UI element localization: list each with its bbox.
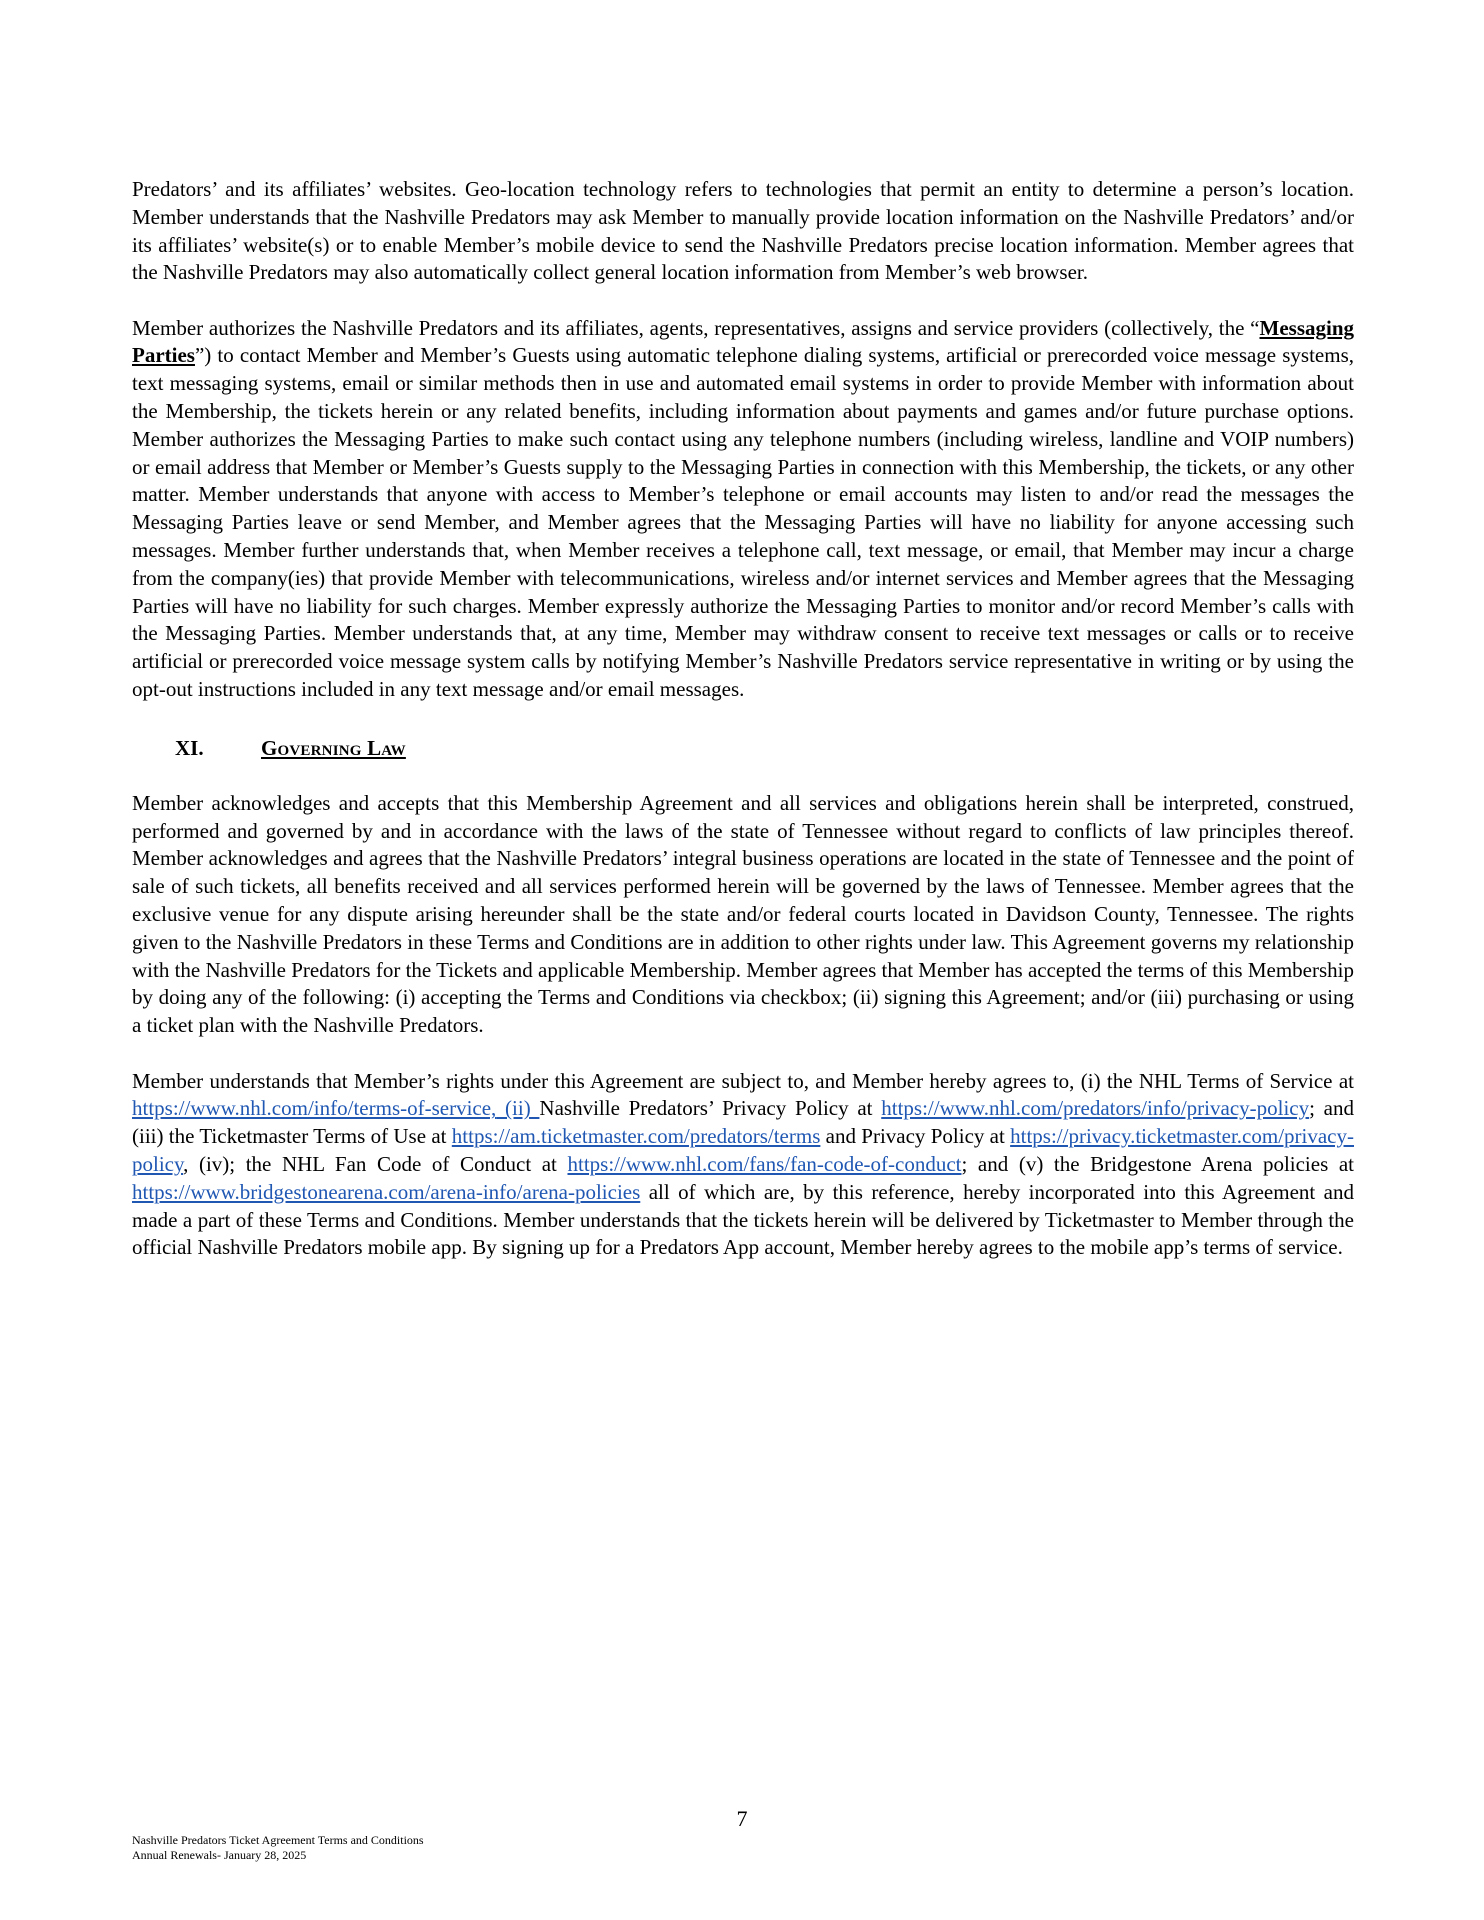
section-title: Governing Law: [261, 735, 406, 760]
terms-text-2: Nashville Predators’ Privacy Policy at: [539, 1096, 882, 1121]
terms-text-7: all of which are, by this reference, hereby incorporated into this Agreement and made a part of these Terms and Conditions. Member understands that the tickets herein will be delivered by Ticketmaster to Member through the official Nashville Predators mobile app. By signing up for a Predators App account, Member hereby agrees to the mobile app’s terms of service.: [132, 1179, 1354, 1260]
paragraph-messaging-start: Member authorizes the Nashville Predators and its affiliates, agents, representatives, assigns and service providers (collectively, the “: [132, 315, 1260, 340]
terms-text-4: and Privacy Policy at: [820, 1124, 1011, 1149]
nhl-terms-link-suffix[interactable]: (ii): [496, 1096, 540, 1121]
footer: [132, 1833, 424, 1863]
section-heading: [175, 734, 1354, 762]
page-number: 7: [736, 1806, 748, 1831]
terms-text-5: , (iv); the NHL Fan Code of Conduct at: [183, 1151, 568, 1176]
predators-privacy-link[interactable]: https://www.nhl.com/predators/info/privacy-policy: [881, 1096, 1310, 1121]
document-body: [132, 176, 1354, 1262]
paragraph-messaging-end: ”) to contact Member and Member’s Guests using automatic telephone dialing systems, artificial or prerecorded voice message systems, text messaging systems, email or similar methods then in use and automated email systems in order to provide Member with information about the Membership, the tickets herein or any related benefits, including information about payments and games and/or future purchase options. Member authorizes the Messaging Parties to make such contact using any telephone numbers (including wireless, landline and VOIP numbers) or email address that Member or Member’s Guests supply to the Messaging Parties in connection with this Membership, the tickets, or any other matter. Member understands that anyone with access to Member’s telephone or email accounts may listen to and/or read the messages the Messaging Parties leave or send Member, and Member agrees that the Messaging Parties will have no liability for anyone accessing such messages. Member further understands that, when Member receives a telephone call, text message, or email, that Member may incur a charge from the company(ies) that provide Member with telecommunications, wireless and/or internet services and Member agrees that the Messaging Parties will have no liability for such charges. Member expressly authorize the Messaging Parties to monitor and/or record Member’s calls with the Messaging Parties. Member understands that, at any time, Member may withdraw consent to receive text messages or calls or to receive artificial or prerecorded voice message system calls by notifying Member’s Nashville Predators service representative in writing or by using the opt-out instructions included in any text message and/or email messages.: [132, 343, 1354, 702]
ticketmaster-privacy-link[interactable]: https://privacy.ticketmaster.com/privacy-policy: [132, 1124, 1354, 1176]
terms-text-6: ; and (v) the Bridgestone Arena policies at: [961, 1151, 1354, 1176]
paragraph-geolocation: Predators’ and its affiliates’ websites. Geo-location technology refers to technologies that permit an entity to determine a person’s location. Member understands that the Nashville Predators may ask Member to manually provide location information on the Nashville Predators’ and/or its affiliates’ website(s) or to enable Member’s mobile device to send the Nashville Predators precise location information. Member agrees that the Nashville Predators may also automatically collect general location information from Member’s web browser.: [132, 177, 1354, 285]
footer-date: Annual Renewals- January 28, 2025: [132, 1848, 307, 1862]
defined-term-messaging-parties: Messaging Parties: [132, 315, 1354, 368]
terms-text-3: ; and (iii) the Ticketmaster Terms of Use at: [132, 1096, 1355, 1149]
section-number: XI.: [175, 735, 204, 760]
footer-title: Nashville Predators Ticket Agreement Terms and Conditions: [132, 1833, 424, 1847]
paragraph-messaging-authorization: [132, 315, 1354, 704]
terms-text-1: Member understands that Member’s rights under this Agreement are subject to, and Member hereby agrees to, (i) the NHL Terms of Service at: [132, 1068, 1354, 1093]
arena-policies-link[interactable]: https://www.bridgestonearena.com/arena-info/arena-policies: [132, 1179, 641, 1204]
paragraph-governing-law: Member acknowledges and accepts that this Membership Agreement and all services and obligations herein shall be interpreted, construed, performed and governed by and in accordance with the laws of the state of Tennessee without regard to conflicts of law principles thereof. Member acknowledges and agrees that the Nashville Predators’ integral business operations are located in the state of Tennessee and the point of sale of such tickets, all benefits received and all services performed herein will be governed by the laws of Tennessee. Member agrees that the exclusive venue for any dispute arising hereunder shall be the state and/or federal courts located in Davidson County, Tennessee. The rights given to the Nashville Predators in these Terms and Conditions are in addition to other rights under law. This Agreement governs my relationship with the Nashville Predators for the Tickets and applicable Membership. Member agrees that Member has accepted the terms of this Membership by doing any of the following: (i) accepting the Terms and Conditions via checkbox; (ii) signing this Agreement; and/or (iii) purchasing or using a ticket plan with the Nashville Predators.: [132, 790, 1354, 1038]
nhl-terms-link[interactable]: https://www.nhl.com/info/terms-of-service,: [132, 1096, 497, 1121]
fan-code-link[interactable]: https://www.nhl.com/fans/fan-code-of-conduct: [567, 1151, 962, 1176]
ticketmaster-terms-link[interactable]: https://am.ticketmaster.com/predators/terms: [451, 1124, 821, 1149]
paragraph-incorporated-terms: [132, 1068, 1354, 1263]
